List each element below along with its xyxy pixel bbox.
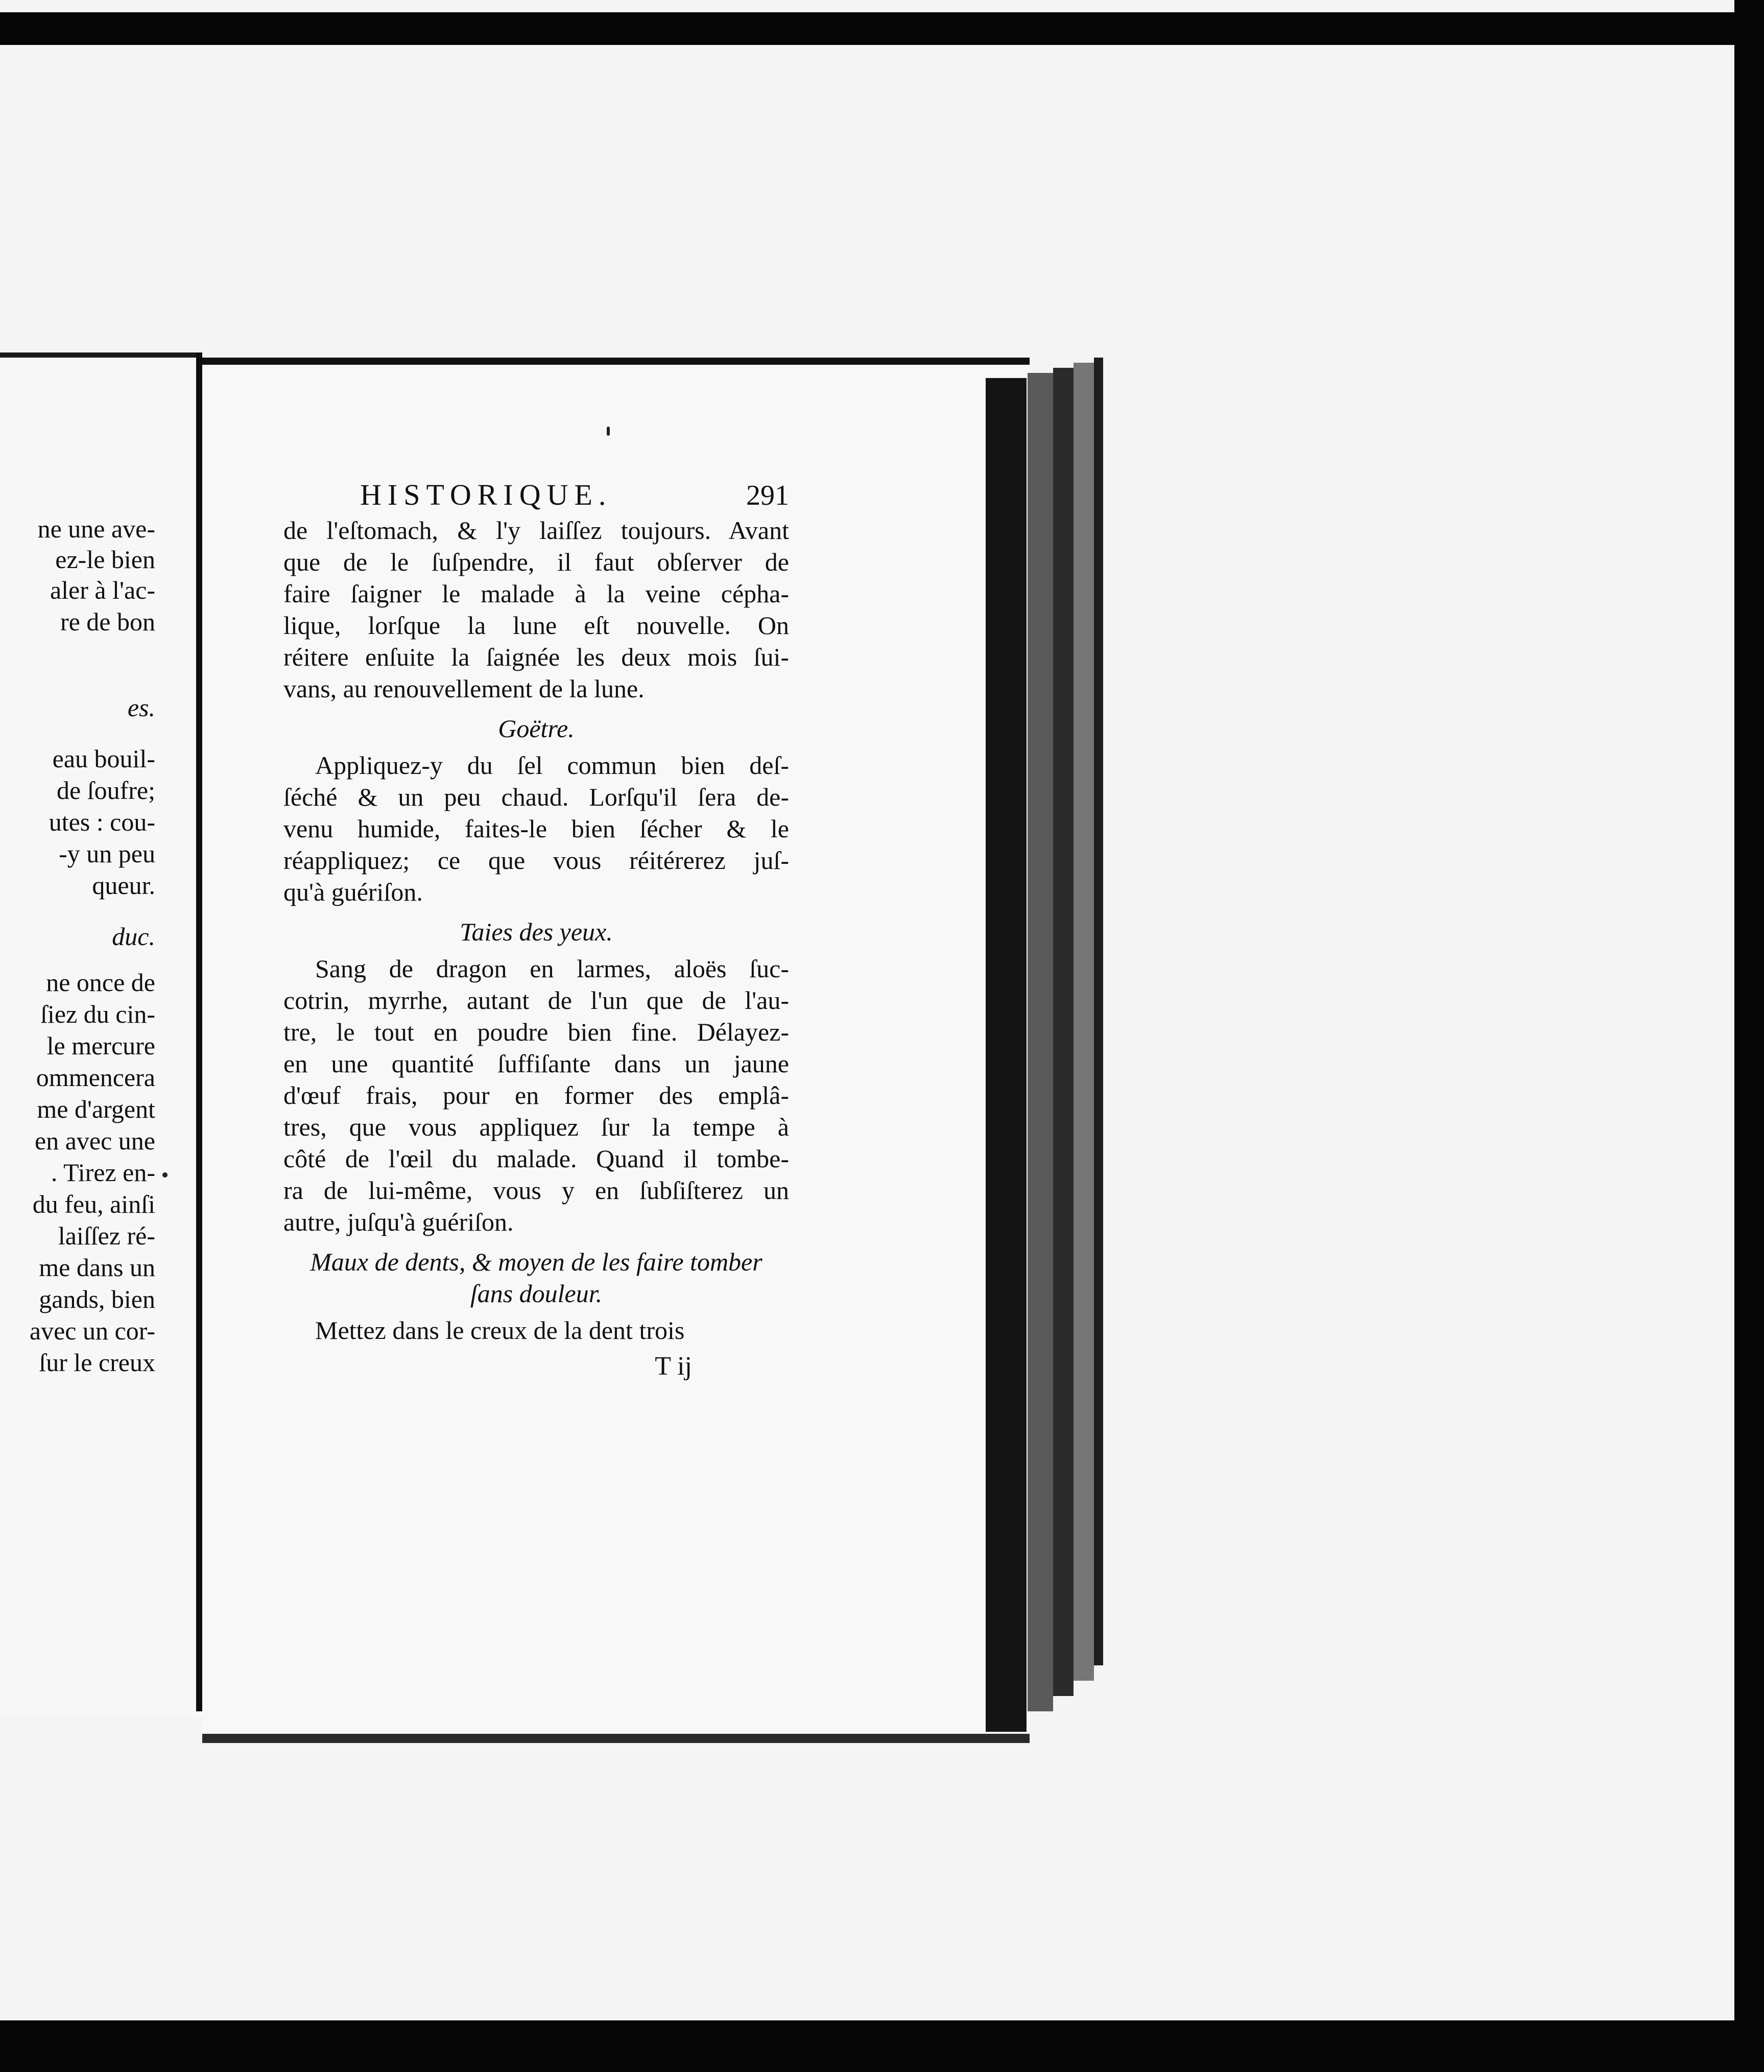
page-edge xyxy=(986,378,1027,1732)
left-line: -y un peu xyxy=(59,839,155,868)
text-line: ra de lui-même, vous y en ſubſiſterez un xyxy=(283,1176,789,1205)
heading-line: ſans douleur. xyxy=(470,1279,603,1308)
text-line: qu'à guériſon. xyxy=(283,878,423,906)
text-line: tres, que vous appliquez ſur la tempe à xyxy=(283,1113,789,1141)
left-line: aler à l'ac- xyxy=(50,576,155,604)
stray-mark xyxy=(607,427,610,436)
text-line: en une quantité ſuffiſante dans un jaune xyxy=(283,1049,789,1078)
left-line: laiſſez ré- xyxy=(58,1221,155,1250)
left-line: ſur le creux xyxy=(39,1348,155,1377)
stray-mark xyxy=(162,1172,168,1178)
left-line: me d'argent xyxy=(37,1095,155,1123)
section-heading: Goëtre. xyxy=(498,714,575,743)
text-line: vans, au renouvellement de la lune. xyxy=(283,674,645,703)
left-line: utes : cou- xyxy=(49,808,155,836)
text-line: de l'eſtomach, & l'y laiſſez toujours. Avant xyxy=(283,516,789,545)
text-line: faire ſaigner le malade à la veine cépha- xyxy=(283,579,789,608)
text-line: Sang de dragon en larmes, aloës ſuc- xyxy=(315,954,789,983)
left-line: avec un cor- xyxy=(29,1316,155,1345)
page-edge xyxy=(1053,368,1074,1696)
section-heading xyxy=(283,1246,789,1309)
left-line: ne une ave- xyxy=(37,514,155,543)
section-heading: Taies des yeux. xyxy=(460,917,613,946)
left-line: ommencera xyxy=(36,1063,155,1092)
left-line: queur. xyxy=(92,871,155,900)
text-line: côté de l'œil du malade. Quand il tombe- xyxy=(283,1144,789,1173)
left-line: me dans un xyxy=(39,1253,155,1282)
text-line: réitere enſuite la ſaignée les deux mois ſui- xyxy=(283,643,789,671)
book-gutter xyxy=(196,352,202,1711)
paragraph xyxy=(283,1314,789,1346)
left-line: es. xyxy=(127,693,155,722)
text-line: autre, juſqu'à guériſon. xyxy=(283,1208,514,1236)
running-head-title: HISTORIQUE. xyxy=(360,478,612,511)
page-edge xyxy=(1074,363,1094,1681)
page-edge xyxy=(1028,373,1053,1711)
left-line: ez-le bien xyxy=(55,545,155,574)
left-line: . Tirez en- xyxy=(51,1158,155,1187)
text-line: venu humide, faites-le bien ſécher & le xyxy=(283,814,789,843)
left-line: du feu, ainſi xyxy=(32,1190,155,1218)
page-text xyxy=(283,478,789,1381)
text-line: Appliquez-y du ſel commun bien deſ- xyxy=(315,751,789,780)
text-line: cotrin, myrrhe, autant de l'un que de l'au- xyxy=(283,986,789,1015)
left-line: ne once de xyxy=(46,968,155,997)
paragraph xyxy=(283,953,789,1238)
left-line: eau bouil- xyxy=(52,744,155,773)
scan-margin-top xyxy=(0,0,1764,12)
left-line: ſiez du cin- xyxy=(40,1000,155,1028)
left-line: en avec une xyxy=(35,1126,155,1155)
heading-line: Maux de dents, & moyen de les faire tomber xyxy=(310,1247,762,1276)
text-line: réappliquez; ce que vous réitérerez juſ- xyxy=(283,846,789,875)
text-line: Mettez dans le creux de la dent trois xyxy=(315,1316,685,1345)
text-line: tre, le tout en poudre bien fine. Délayez- xyxy=(283,1018,789,1046)
page-number: 291 xyxy=(746,480,789,511)
text-line: que de le ſuſpendre, il faut obſerver de xyxy=(283,548,789,576)
signature-mark: T ij xyxy=(655,1352,692,1381)
paragraph xyxy=(283,514,789,704)
left-line: le mercure xyxy=(46,1031,155,1060)
scan-frame-right xyxy=(1734,0,1764,2072)
left-line: duc. xyxy=(112,922,155,951)
left-line: re de bon xyxy=(60,607,155,636)
page-edge xyxy=(1094,358,1103,1665)
text-line: d'œuf frais, pour en former des emplâ- xyxy=(283,1081,789,1110)
paragraph xyxy=(283,749,789,908)
left-line: de ſoufre; xyxy=(57,776,155,805)
left-line: gands, bien xyxy=(39,1285,155,1313)
scan-frame-bottom xyxy=(0,2020,1764,2072)
text-line: ſéché & un peu chaud. Lorſqu'il ſera de- xyxy=(283,783,789,811)
running-head xyxy=(360,478,789,514)
text-line: lique, lorſque la lune eſt nouvelle. On xyxy=(283,611,789,640)
